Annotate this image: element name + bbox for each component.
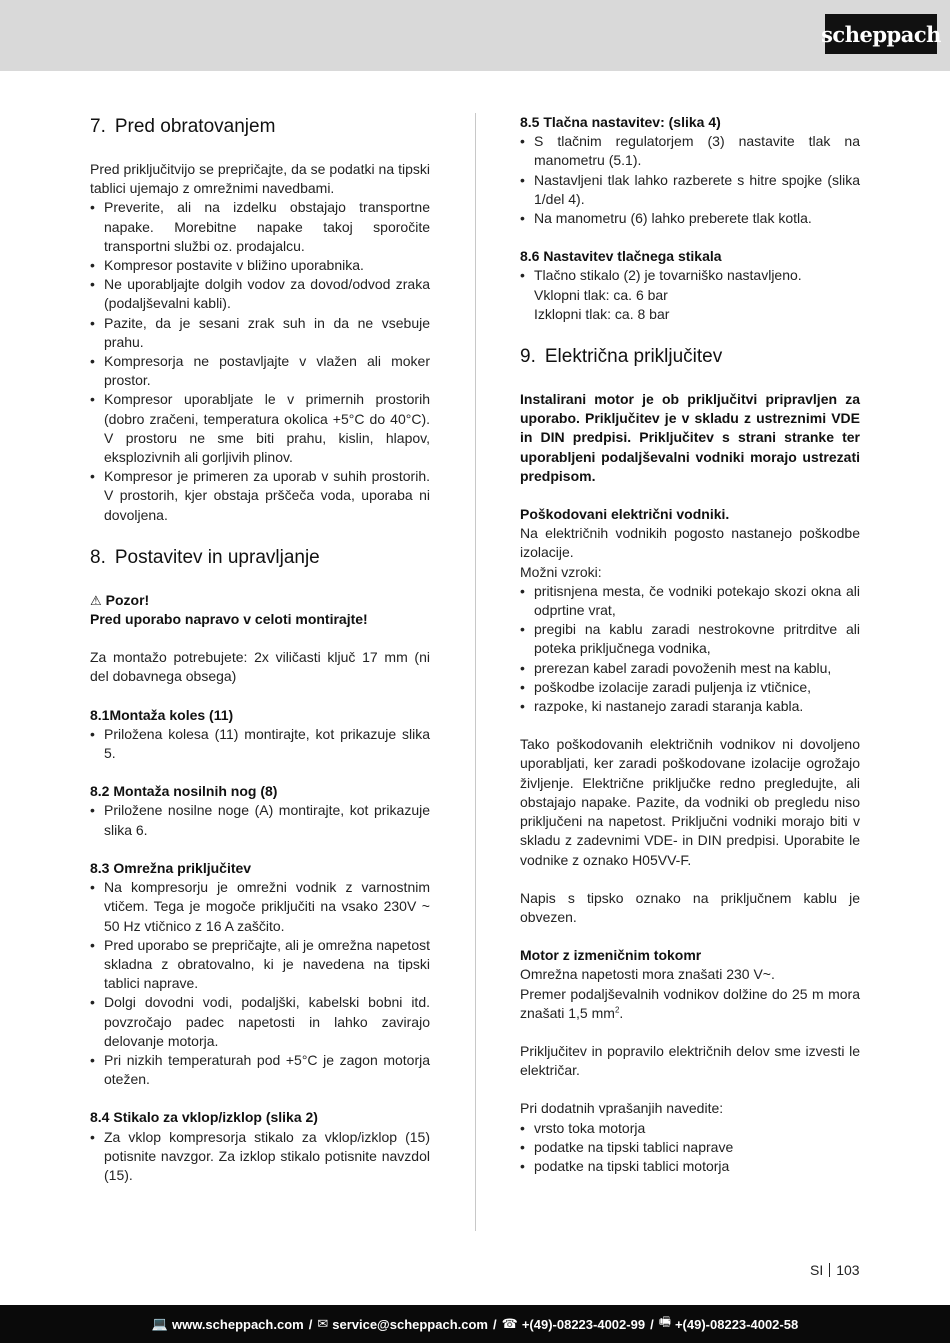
subsection-8-1-title: 8.1Montaža koles (11)	[90, 706, 234, 723]
warning-text: Pred uporabo napravo v celoti montirajte!	[90, 611, 368, 628]
section-7-intro: Pred priključitvijo se prepričajte, da se podatki na tipski tablici ujemajo z omrežnimi navedbami.	[90, 161, 430, 197]
left-column	[90, 113, 430, 1185]
list-item: • poškodbe izolacije zaradi puljenja iz vtičnice,	[520, 678, 860, 697]
section-7-list	[90, 198, 430, 524]
subsection-8-6-title: 8.6 Nastavitev tlačnega stikala	[520, 248, 722, 265]
list-item: • Pazite, da je sesani zrak suh in da ne vsebuje prahu.	[90, 314, 430, 352]
list-item: • prerezan kabel zaradi povoženih mest na kablu,	[520, 659, 860, 678]
switch-off-pressure: Izklopni tlak: ca. 8 bar	[534, 305, 670, 322]
computer-icon: 💻	[151, 1316, 168, 1331]
type-label-paragraph: Napis s tipsko oznako na priključnem kablu je obvezen.	[520, 889, 860, 925]
questions-label: Pri dodatnih vprašanjih navedite:	[520, 1100, 724, 1117]
list-item: • pritisnjena mesta, če vodniki potekajo skozi okna ali odprtine vrat,	[520, 582, 860, 620]
list-item: • Na kompresorju je omrežni vodnik z varnostnim vtičem. Tega je mogoče priključiti na vsako 230V ~ 50 Hz vtičnico z 16 A zaščito.	[90, 878, 430, 936]
list-item: • S tlačnim regulatorjem (3) nastavite tlak na manometru (5.1).	[520, 132, 860, 170]
list-item: • razpoke, ki nastanejo zaradi staranja kabla.	[520, 697, 860, 716]
list-item: • Nastavljeni tlak lahko razberete s hitre spojke (slika 1/del 4).	[520, 171, 860, 209]
email-icon: ✉	[317, 1316, 329, 1331]
list-item: • Kompresorja ne postavljajte v vlažen ali moker prostor.	[90, 352, 430, 390]
list-item: • Preverite, ali na izdelku obstajajo transportne napake. Morebitne napake takoj sporočite transportni službi oz. prodajalcu.	[90, 198, 430, 256]
list-item: • Priložena kolesa (11) montirajte, kot prikazuje slika 5.	[90, 725, 430, 763]
switch-on-pressure: Vklopni tlak: ca. 6 bar	[534, 286, 668, 303]
list-item: • vrsto toka motorja	[520, 1119, 860, 1138]
section-7-heading: 7. Pred obratovanjem	[90, 116, 276, 137]
subsection-8-5-title: 8.5 Tlačna nastavitev: (slika 4)	[520, 114, 721, 130]
column-divider	[475, 113, 476, 1231]
warning-icon: ⚠	[90, 592, 102, 608]
warning-title: ⚠ Pozor!	[90, 591, 150, 608]
damaged-cables-text: Na električnih vodnikih pogosto nastanejo poškodbe izolacije.	[520, 525, 860, 561]
damaged-cables-title: Poškodovani električni vodniki.	[520, 506, 730, 523]
list-item: • Za vklop kompresorja stikalo za vklop/izklop (15) potisnite navzgor. Za izklop stikalo potisnite navzdol (15).	[90, 1128, 430, 1186]
page-number: SI 103	[810, 1262, 860, 1278]
footer-email[interactable]: service@scheppach.com	[332, 1316, 488, 1332]
fax-icon: 🖷	[658, 1314, 671, 1329]
list-item: • Kompresor postavite v bližino uporabnika.	[90, 256, 430, 275]
list-item: • Na manometru (6) lahko preberete tlak kotla.	[520, 209, 860, 228]
damaged-cables-paragraph: Tako poškodovanih električnih vodnikov ni dovoljeno uporabljati, ker zaradi poškodovane izolacije ogrožajo življenje. Električne priključke redno pregledujte, ali obstajajo napake. Pazite, da vodniki ob pregledu niso priključeni na napetost. Priključni vodniki morajo biti v skladu z zadevnimi VDE- in DIN predpisi. Uporabite le vodnike z oznako H05VV-F.	[520, 736, 860, 868]
list-item: • podatke na tipski tablici naprave	[520, 1138, 860, 1157]
subsection-8-3-title: 8.3 Omrežna priključitev	[90, 859, 252, 876]
header-bar	[0, 0, 950, 71]
scheppach-logo: scheppach	[825, 14, 937, 54]
footer-bar: 💻 www.scheppach.com / ✉ service@scheppach.com / ☎ +(49)-08223-4002-99 / 🖷 +(49)-08223-4002-58	[0, 1305, 950, 1343]
phone-icon: ☎	[501, 1316, 518, 1331]
list-item: • Ne uporabljajte dolgih vodov za dovod/odvod zraka (podaljševalni kabli).	[90, 275, 430, 313]
right-column	[520, 113, 860, 1176]
section-9-heading: 9. Električna priključitev	[520, 346, 723, 368]
section-8-heading: 8. Postavitev in upravljanje	[90, 546, 320, 568]
causes-label: Možni vzroki:	[520, 563, 602, 580]
mains-voltage-text: Omrežna napetosti mora znašati 230 V~.	[520, 966, 775, 983]
list-item: • Kompresor uporabljate le v primernih prostorih (dobro zračeni, temperatura okolica +5°C do 40°C). V prostoru ne sme biti prahu, kislin, hlapov, eksplozivnih ali gorljivih plinov.	[90, 390, 430, 467]
subsection-8-2-title: 8.2 Montaža nosilnih nog (8)	[90, 783, 278, 800]
list-item: • podatke na tipski tablici motorja	[520, 1157, 860, 1176]
list-item: • Pred uporabo se prepričajte, ali je omrežna napetost skladna z obratovalno, ki je navedena na tipski tablici naprave.	[90, 936, 430, 994]
footer-fax: +(49)-08223-4002-58	[674, 1316, 799, 1332]
list-item: • Kompresor je primeren za uporab v suhih prostorih. V prostorih, kjer obstaja prščeča voda, uporaba ni dovoljena.	[90, 467, 430, 525]
list-item: • Tlačno stikalo (2) je tovarniško nastavljeno.	[520, 266, 860, 285]
subsection-8-4-title: 8.4 Stikalo za vklop/izklop (slika 2)	[90, 1109, 318, 1126]
tools-needed: Za montažo potrebujete: 2x viličasti ključ 17 mm (ni del dobavnega obsega)	[90, 649, 430, 685]
electrician-note: Priključitev in popravilo električnih delov sme izvesti le električar.	[520, 1042, 860, 1079]
list-item: • Dolgi dovodni vodi, podaljški, kabelski bobni itd. povzročajo padec napetosti in lahko zavirajo delovanje motorja.	[90, 993, 430, 1051]
footer-phone: +(49)-08223-4002-99	[521, 1316, 646, 1332]
list-item: • Priložene nosilne noge (A) montirajte, kot prikazuje slika 6.	[90, 801, 430, 839]
footer-website[interactable]: www.scheppach.com	[171, 1316, 304, 1332]
section-9-intro: Instalirani motor je ob priključitvi pripravljen za uporabo. Priključitev je v skladu z ustreznimi VDE in DIN predpisi. Priključitev s strani stranke ter uporabljeni podaljševalni vodniki morajo ustrezati predpisom.	[520, 391, 860, 484]
cable-cross-section-text: Premer podaljševalnih vodnikov dolžine do 25 m mora znašati 1,5 $mm^2$.	[520, 985, 860, 1021]
list-item: • pregibi na kablu zaradi nestrokovne pritrditve ali poteka priključnega vodnika,	[520, 620, 860, 658]
list-item: • Pri nizkih temperaturah pod +5°C je zagon motorja otežen.	[90, 1051, 430, 1089]
ac-motor-title: Motor z izmeničnim tokomr	[520, 947, 702, 964]
